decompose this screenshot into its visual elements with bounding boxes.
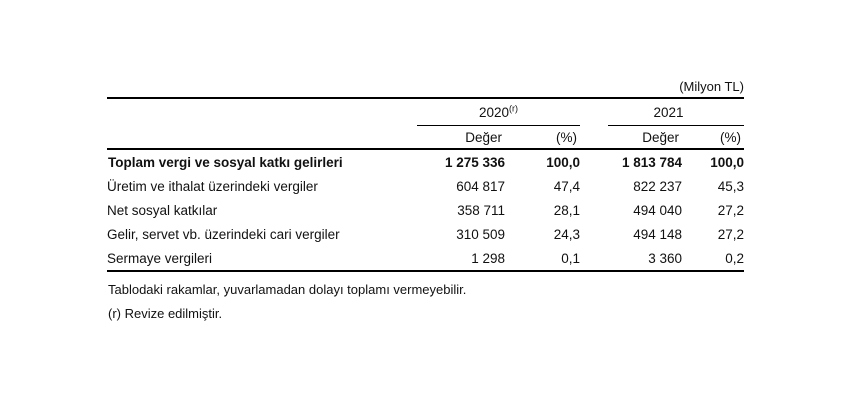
value-2020-cell: 358 711	[457, 202, 505, 218]
value-2021-cell: 3 360	[608, 246, 682, 271]
year-header-row	[107, 98, 744, 126]
gap-cell	[580, 246, 608, 271]
row-label: Toplam vergi ve sosyal katkı gelirleri	[108, 154, 343, 170]
value-header-2021: Değer	[608, 126, 682, 150]
gap-cell	[580, 174, 608, 198]
value-2021-cell: 822 237	[633, 178, 683, 194]
percent-2020-cell: 0,1	[505, 246, 580, 271]
percent-2021-cell: 27,2	[717, 202, 745, 218]
value-2021-cell: 494 040	[633, 202, 683, 218]
value-2021-cell: 494 148	[633, 226, 683, 242]
gap-cell	[580, 198, 608, 222]
table-container	[107, 97, 744, 272]
percent-header-2021: (%)	[682, 126, 744, 150]
subheader-row	[107, 126, 744, 150]
value-2020-cell: 1 275 336	[444, 154, 505, 170]
row-label: Üretim ve ithalat üzerindeki vergiler	[107, 178, 318, 194]
revision-footnote: (r) Revize edilmiştir.	[108, 306, 223, 321]
year-2021-header	[608, 98, 744, 126]
percent-2020-cell: 47,4	[553, 178, 581, 194]
year-2020-label: 2020	[478, 104, 510, 120]
percent-2020-cell: 100,0	[546, 154, 581, 170]
column-gap	[580, 126, 608, 150]
revenue-table	[107, 97, 744, 272]
percent-header-2020: (%)	[505, 126, 580, 150]
percent-2020-cell: 28,1	[553, 202, 581, 218]
year-2020-header	[417, 98, 580, 126]
percent-2021-cell: 100,0	[710, 154, 745, 170]
percent-2021-cell: 0,2	[682, 246, 744, 271]
empty-label-header	[107, 126, 417, 150]
value-2020-cell: 310 509	[456, 226, 505, 242]
table-row	[107, 174, 744, 198]
table-row	[107, 246, 744, 271]
value-header-2020: Değer	[417, 126, 505, 150]
table-row-total	[107, 149, 744, 174]
percent-2021-cell: 27,2	[717, 226, 745, 242]
value-2020-cell: 604 817	[456, 178, 505, 194]
table-row	[107, 198, 744, 222]
percent-2020-cell: 24,3	[553, 226, 581, 242]
gap-cell	[580, 222, 608, 246]
year-2021-label: 2021	[653, 104, 684, 120]
revision-superscript: (r)	[509, 103, 519, 113]
value-2020-cell: 1 298	[417, 246, 505, 271]
unit-label: (Milyon TL)	[679, 79, 744, 94]
column-gap	[580, 98, 608, 126]
value-2021-cell: 1 813 784	[621, 154, 683, 170]
gap-cell	[580, 149, 608, 174]
row-label: Sermaye vergileri	[107, 246, 417, 271]
rounding-footnote: Tablodaki rakamlar, yuvarlamadan dolayı toplamı vermeyebilir.	[108, 282, 467, 297]
row-label: Gelir, servet vb. üzerindeki cari vergiler	[107, 226, 340, 242]
empty-corner-cell	[107, 98, 417, 126]
percent-2021-cell: 45,3	[717, 178, 745, 194]
table-row	[107, 222, 744, 246]
row-label: Net sosyal katkılar	[107, 202, 218, 218]
